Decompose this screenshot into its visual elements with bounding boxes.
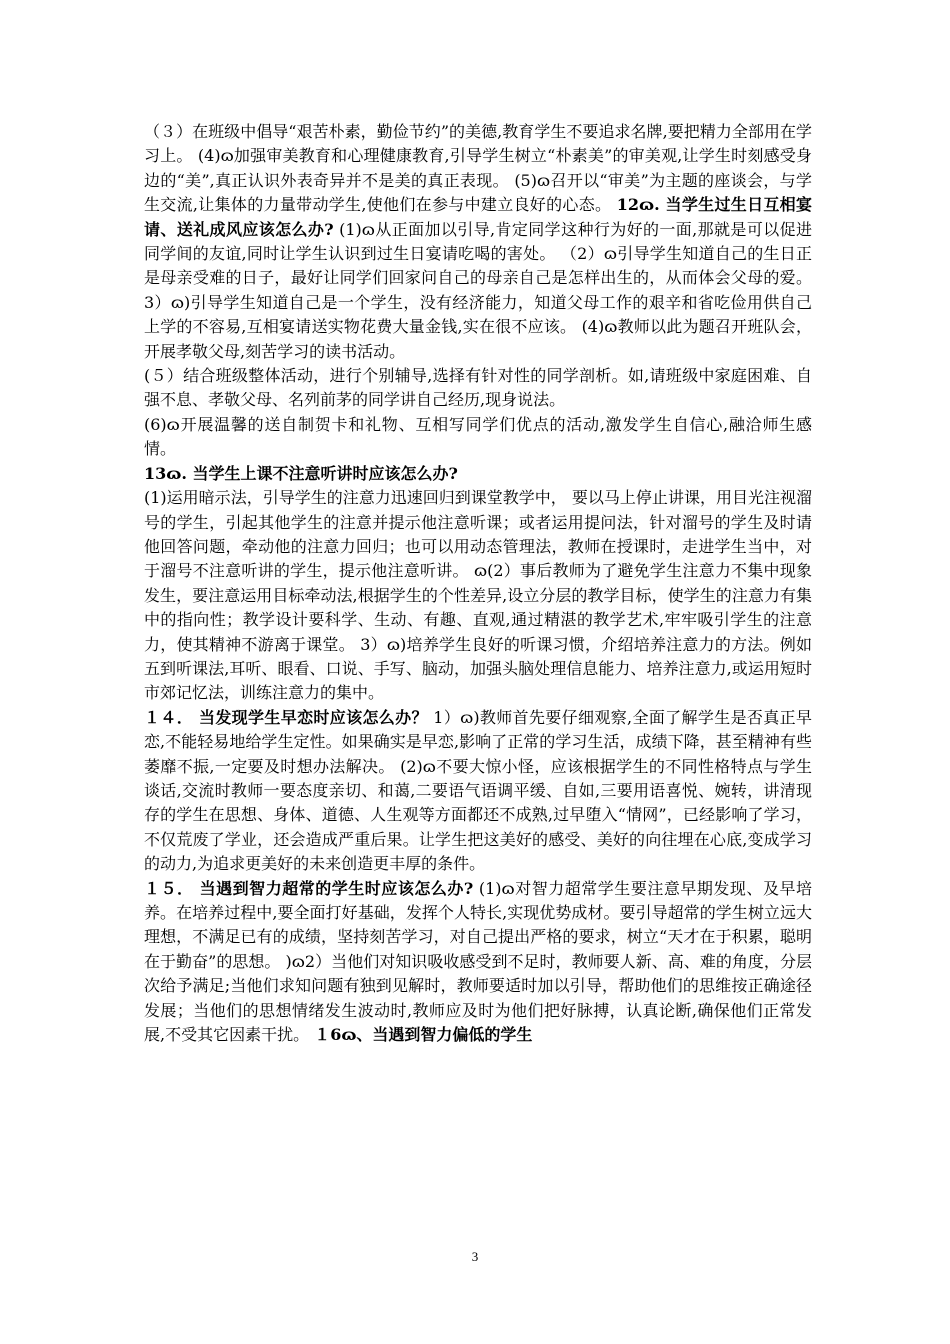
question-heading: １４． 当发现学生早恋时应该怎么办？ xyxy=(144,707,428,727)
paragraph xyxy=(144,877,812,1048)
body-text xyxy=(144,120,812,1047)
paragraph-text: (５）结合班级整体活动，进行个别辅导,选择有针对性的同学剖析。如,请班级中家庭困难、自强不息、孝敬父母、名列前茅的同学讲自己经历,现身说法。 xyxy=(144,366,812,410)
paragraph xyxy=(144,364,812,413)
question-heading: １6ɷ、当遇到智力偏低的学生 xyxy=(314,1025,533,1045)
paragraph xyxy=(144,120,812,364)
paragraph-text: (1)ɷ对智力超常学生要注意早期发现、及早培养。在培养过程中,要全面打好基础，发挥个人特长,实现优势成材。要引导超常的学生树立远大理想，不满足已有的成绩，坚持刻苦学习，对自己提出严格的要求，树立“天才在于积累，聪明在于勤奋”的思想。 )ɷ2）当他们对知识吸收感受到不足时，教师要人新、高、难的角度，分层次给予满足;当他们求知问题有独到见解时，教师要适时加以引导，帮助他们的思维按正确途径发展；当他们的思想情绪发生波动时,教师应及时为他们把好脉搏，认真论断,确保他们正常发展,不受其它因素干扰。 xyxy=(144,878,812,1045)
paragraph-text: (1)运用暗示法，引导学生的注意力迅速回归到课堂教学中， 要以马上停止讲课，用目光注视溜号的学生，引起其他学生的注意并提示他注意听课；或者运用提问法，针对溜号的学生及时请他回答问题，牵动他的注意力回归；也可以用动态管理法，教师在授课时，走进学生当中，对于溜号不注意听讲的学生，提示他注意听讲。 ɷ(2）事后教师为了避免学生注意力不集中现象发生，要注意运用目标牵动法,根据学生的个性差异,设立分层的教学目标，使学生的注意力有集中的指向性；教学设计要科学、生动、有趣、直观,通过精湛的教学艺术,牢牢吸引学生的注意力，使其精神不游离于课堂。 3）ɷ)培养学生良好的听课习惯，介绍培养注意力的方法。例如五到听课法,耳听、眼看、口说、手写、脑动，加强头脑处理信息能力、培养注意力,或运用短时市郊记忆法，训练注意力的集中。 xyxy=(144,488,812,703)
paragraph-text: (1)ɷ从正面加以引导,肯定同学这种行为好的一面,那就是可以促进同学间的友谊,同时让学生认识到过生日宴请吃喝的害处。 （2）ɷ引导学生知道自己的生日正是母亲受难的日子，最好让同学们回家问自己的母亲自己是怎样出生的，从而体会父母的爱。 3）ɷ)引导学生知道自己是一个学生，没有经济能力，知道父母工作的艰辛和省吃俭用供自己上学的不容易,互相宴请送实物花费大量金钱,实在很不应该。 (4)ɷ教师以此为题召开班队会，开展孝敬父母,刻苦学习的读书活动。 xyxy=(144,219,812,361)
paragraph-text: (6)ɷ开展温馨的送自制贺卡和礼物、互相写同学们优点的活动,激发学生自信心,融洽师生感情。 xyxy=(144,414,812,459)
paragraph xyxy=(144,706,812,877)
paragraph xyxy=(144,413,812,462)
question-heading: １５． 当遇到智力超常的学生时应该怎么办? xyxy=(144,878,474,898)
page-number: 3 xyxy=(471,1249,479,1264)
question-heading: 12ɷ. 当学生过生日互相宴请、送礼成风应该怎么办? xyxy=(144,195,812,239)
question-heading: 13ɷ. 当学生上课不注意听讲时应该怎么办? xyxy=(144,463,458,483)
paragraph-text: 1）ɷ)教师首先要仔细观察,全面了解学生是否真正早恋,不能轻易地给学生定性。如果确实是早恋,影响了正常的学习生活，成绩下降，甚至精神有些萎靡不振,一定要及时想办法解决。 (2)ɷ不要大惊小怪，应该根据学生的不同性格特点与学生谈话,交流时教师一要态度亲切、和蔼,二要语气语调平缓、自如,三要用语喜悦、婉转，讲清现存的学生在思想、身体、道德、人生观等方面都还不成熟,过早堕入“情网”，已经影响了学习，不仅荒废了学业，还会造成严重后果。让学生把这美好的感受、美好的向往埋在心底,变成学习的动力,为追求更美好的未来创造更丰厚的条件。 xyxy=(144,707,812,874)
paragraph xyxy=(144,462,812,486)
paragraph-text: （３）在班级中倡导“艰苦朴素，勤俭节约”的美德,教育学生不要追求名牌,要把精力全部用在学习上。 (4)ɷ加强审美教育和心理健康教育,引导学生树立“朴素美”的审美观,让学生时刻感受身边的“美”,真正认识外表奇异并不是美的真正表现。 (5)ɷ召开以“审美”为主题的座谈会，与学生交流,让集体的力量带动学生,使他们在参与中建立良好的心态。 xyxy=(144,122,812,215)
paragraph xyxy=(144,486,812,706)
